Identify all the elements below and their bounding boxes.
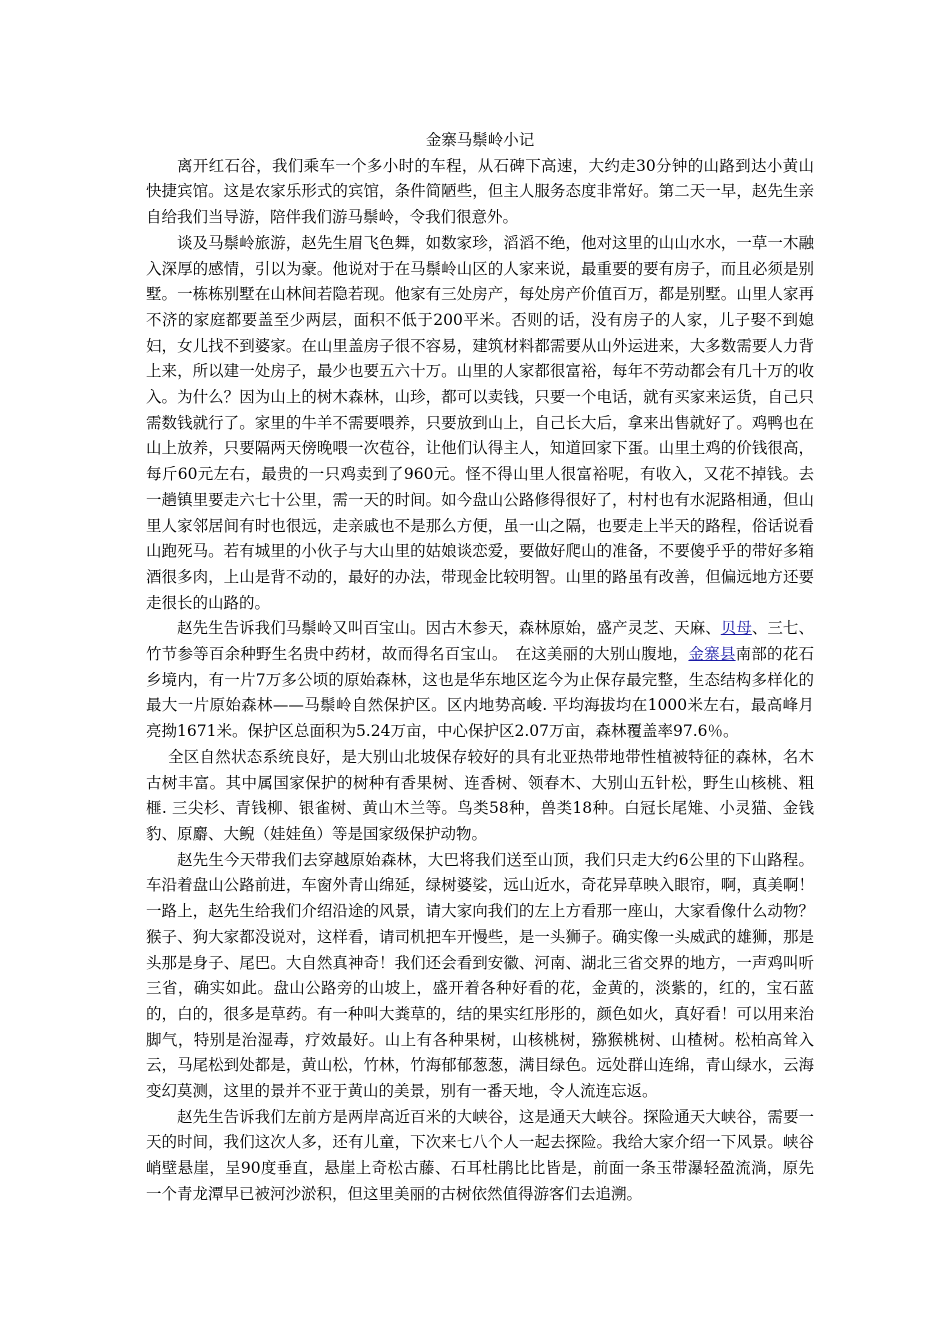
link-jinzhai-county[interactable]: 金寨县 [688, 645, 736, 664]
paragraph-4: 全区自然状态系统良好，是大别山北坡保存较好的具有北亚热带地带性植被特征的森林，名木古树丰富。其中属国家保护的树种有香果树、连香树、领春木、大别山五针松，野生山核桃、粗榧. 三尖杉、青钱柳、银雀树、黄山木兰等。鸟类58种，兽类18种。白冠长尾雉、小灵猫、金钱豹、原麝、大鲵（娃娃鱼）等是国家级保护动物。 [146, 747, 814, 843]
paragraph-3-text-c: 南部的花石乡境内，有一片7万多公顷的原始森林，这也是华东地区迄今为止保存最完整，生态结构多样化的最大一片原始森林——马鬃岭自然保护区。区内地势高峻. 平均海拔均在1000米左右，最高峰月亮拗1671米。保护区总面积为5.24万亩，中心保护区2.07万亩，森林覆盖率97.6％。 [146, 645, 814, 741]
document-title: 金寨马鬃岭小记 [425, 131, 535, 149]
paragraph-2: 谈及马鬃岭旅游，赵先生眉飞色舞，如数家珍，滔滔不绝，他对这里的山山水水，一草一木融入深厚的感情，引以为豪。他说对于在马鬃岭山区的人家来说，最重要的要有房子，而且必须是别墅。一栋栋别墅在山林间若隐若现。他家有三处房产，每处房产价值百万，都是别墅。山里人家再不济的家庭都要盖至少两层，面积不低于200平米。否则的话，没有房子的人家，儿子娶不到媳妇，女儿找不到婆家。在山里盖房子很不容易，建筑材料都需要从山外运进来，大多数需要人力背上来，所以建一处房子，最少也要五六十万。山里的人家都很富裕，每年不劳动都会有几十万的收入。为什么？因为山上的树木森林，山珍，都可以卖钱，只要一个电话，就有买家来运货，自己只需数钱就行了。家里的牛羊不需要喂养，只要放到山上，自己长大后，拿来出售就好了。鸡鸭也在山上放养，只要隔两天傍晚喂一次苞谷，让他们认得主人，知道回家下蛋。山里土鸡的价钱很高，每斤60元左右，最贵的一只鸡卖到了960元。怪不得山里人很富裕呢，有收入，又花不掉钱。去一趟镇里要走六七十公里，需一天的时间。如今盘山公路修得很好了，村村也有水泥路相通，但山里人家邻居间有时也很远，走亲戚也不是那么方便，虽一山之隔，也要走上半天的路程，俗话说看山跑死马。若有城里的小伙子与大山里的姑娘谈恋爱，要做好爬山的准备，不要傻乎乎的带好多箱酒很多肉，上山是背不动的，最好的办法，带现金比较明智。山里的路虽有改善，但偏远地方还要走很长的山路的。 [146, 233, 814, 612]
document-body [146, 128, 814, 1208]
paragraph-3 [146, 616, 814, 745]
paragraph-1: 离开红石谷，我们乘车一个多小时的车程，从石碑下高速，大约走30分钟的山路到达小黄山快捷宾馆。这是农家乐形式的宾馆，条件简陋些，但主人服务态度非常好。第二天一早，赵先生亲自给我们当导游，陪伴我们游马鬃岭，令我们很意外。 [146, 156, 814, 227]
paragraph-3-text-a: 赵先生告诉我们马鬃岭又叫百宝山。因古木参天，森林原始，盛产灵芝、天麻、 [177, 619, 721, 638]
paragraph-6: 赵先生告诉我们左前方是两岸高近百米的大峡谷，这是通天大峡谷。探险通天大峡谷，需要一天的时间，我们这次人多，还有儿童，下次来七八个人一起去探险。我给大家介绍一下风景。峡谷峭壁悬崖，呈90度垂直，悬崖上奇松古藤、石耳杜鹃比比皆是，前面一条玉带瀑轻盈流淌，原先一个青龙潭早已被河沙淤积，但这里美丽的古树依然值得游客们去追溯。 [146, 1107, 814, 1203]
paragraph-3-text-b: 、三七、竹节参等百余种野生名贵中药材，故而得名百宝山。 在这美丽的大别山腹地， [146, 619, 814, 664]
link-beimu[interactable]: 贝母 [720, 619, 752, 638]
paragraph-5: 赵先生今天带我们去穿越原始森林，大巴将我们送至山顶，我们只走大约6公里的下山路程。车沿着盘山公路前进，车窗外青山绵延，绿树婆娑，远山近水，奇花异草映入眼帘，啊，真美啊！一路上，赵先生给我们介绍沿途的风景，请大家向我们的左上方看那一座山，大家看像什么动物？猴子、狗大家都没说对，这样看，请司机把车开慢些，是一头狮子。确实像一头威武的雄狮，那是头那是身子、尾巴。大自然真神奇！我们还会看到安徽、河南、湖北三省交界的地方，一声鸡叫听三省，确实如此。盘山公路旁的山坡上，盛开着各种好看的花，金黄的，淡紫的，红的，宝石蓝的，白的，很多是草药。有一种叫大粪草的，结的果实红彤彤的，颜色如火，真好看！可以用来治脚气，特别是治湿毒，疗效最好。山上有各种果树，山核桃树，猕猴桃树、山楂树。松柏高耸入云，马尾松到处都是，黄山松，竹林，竹海郁郁葱葱，满目绿色。远处群山连绵，青山绿水，云海变幻莫测，这里的景并不亚于黄山的美景，别有一番天地，令人流连忘返。 [146, 850, 814, 1101]
